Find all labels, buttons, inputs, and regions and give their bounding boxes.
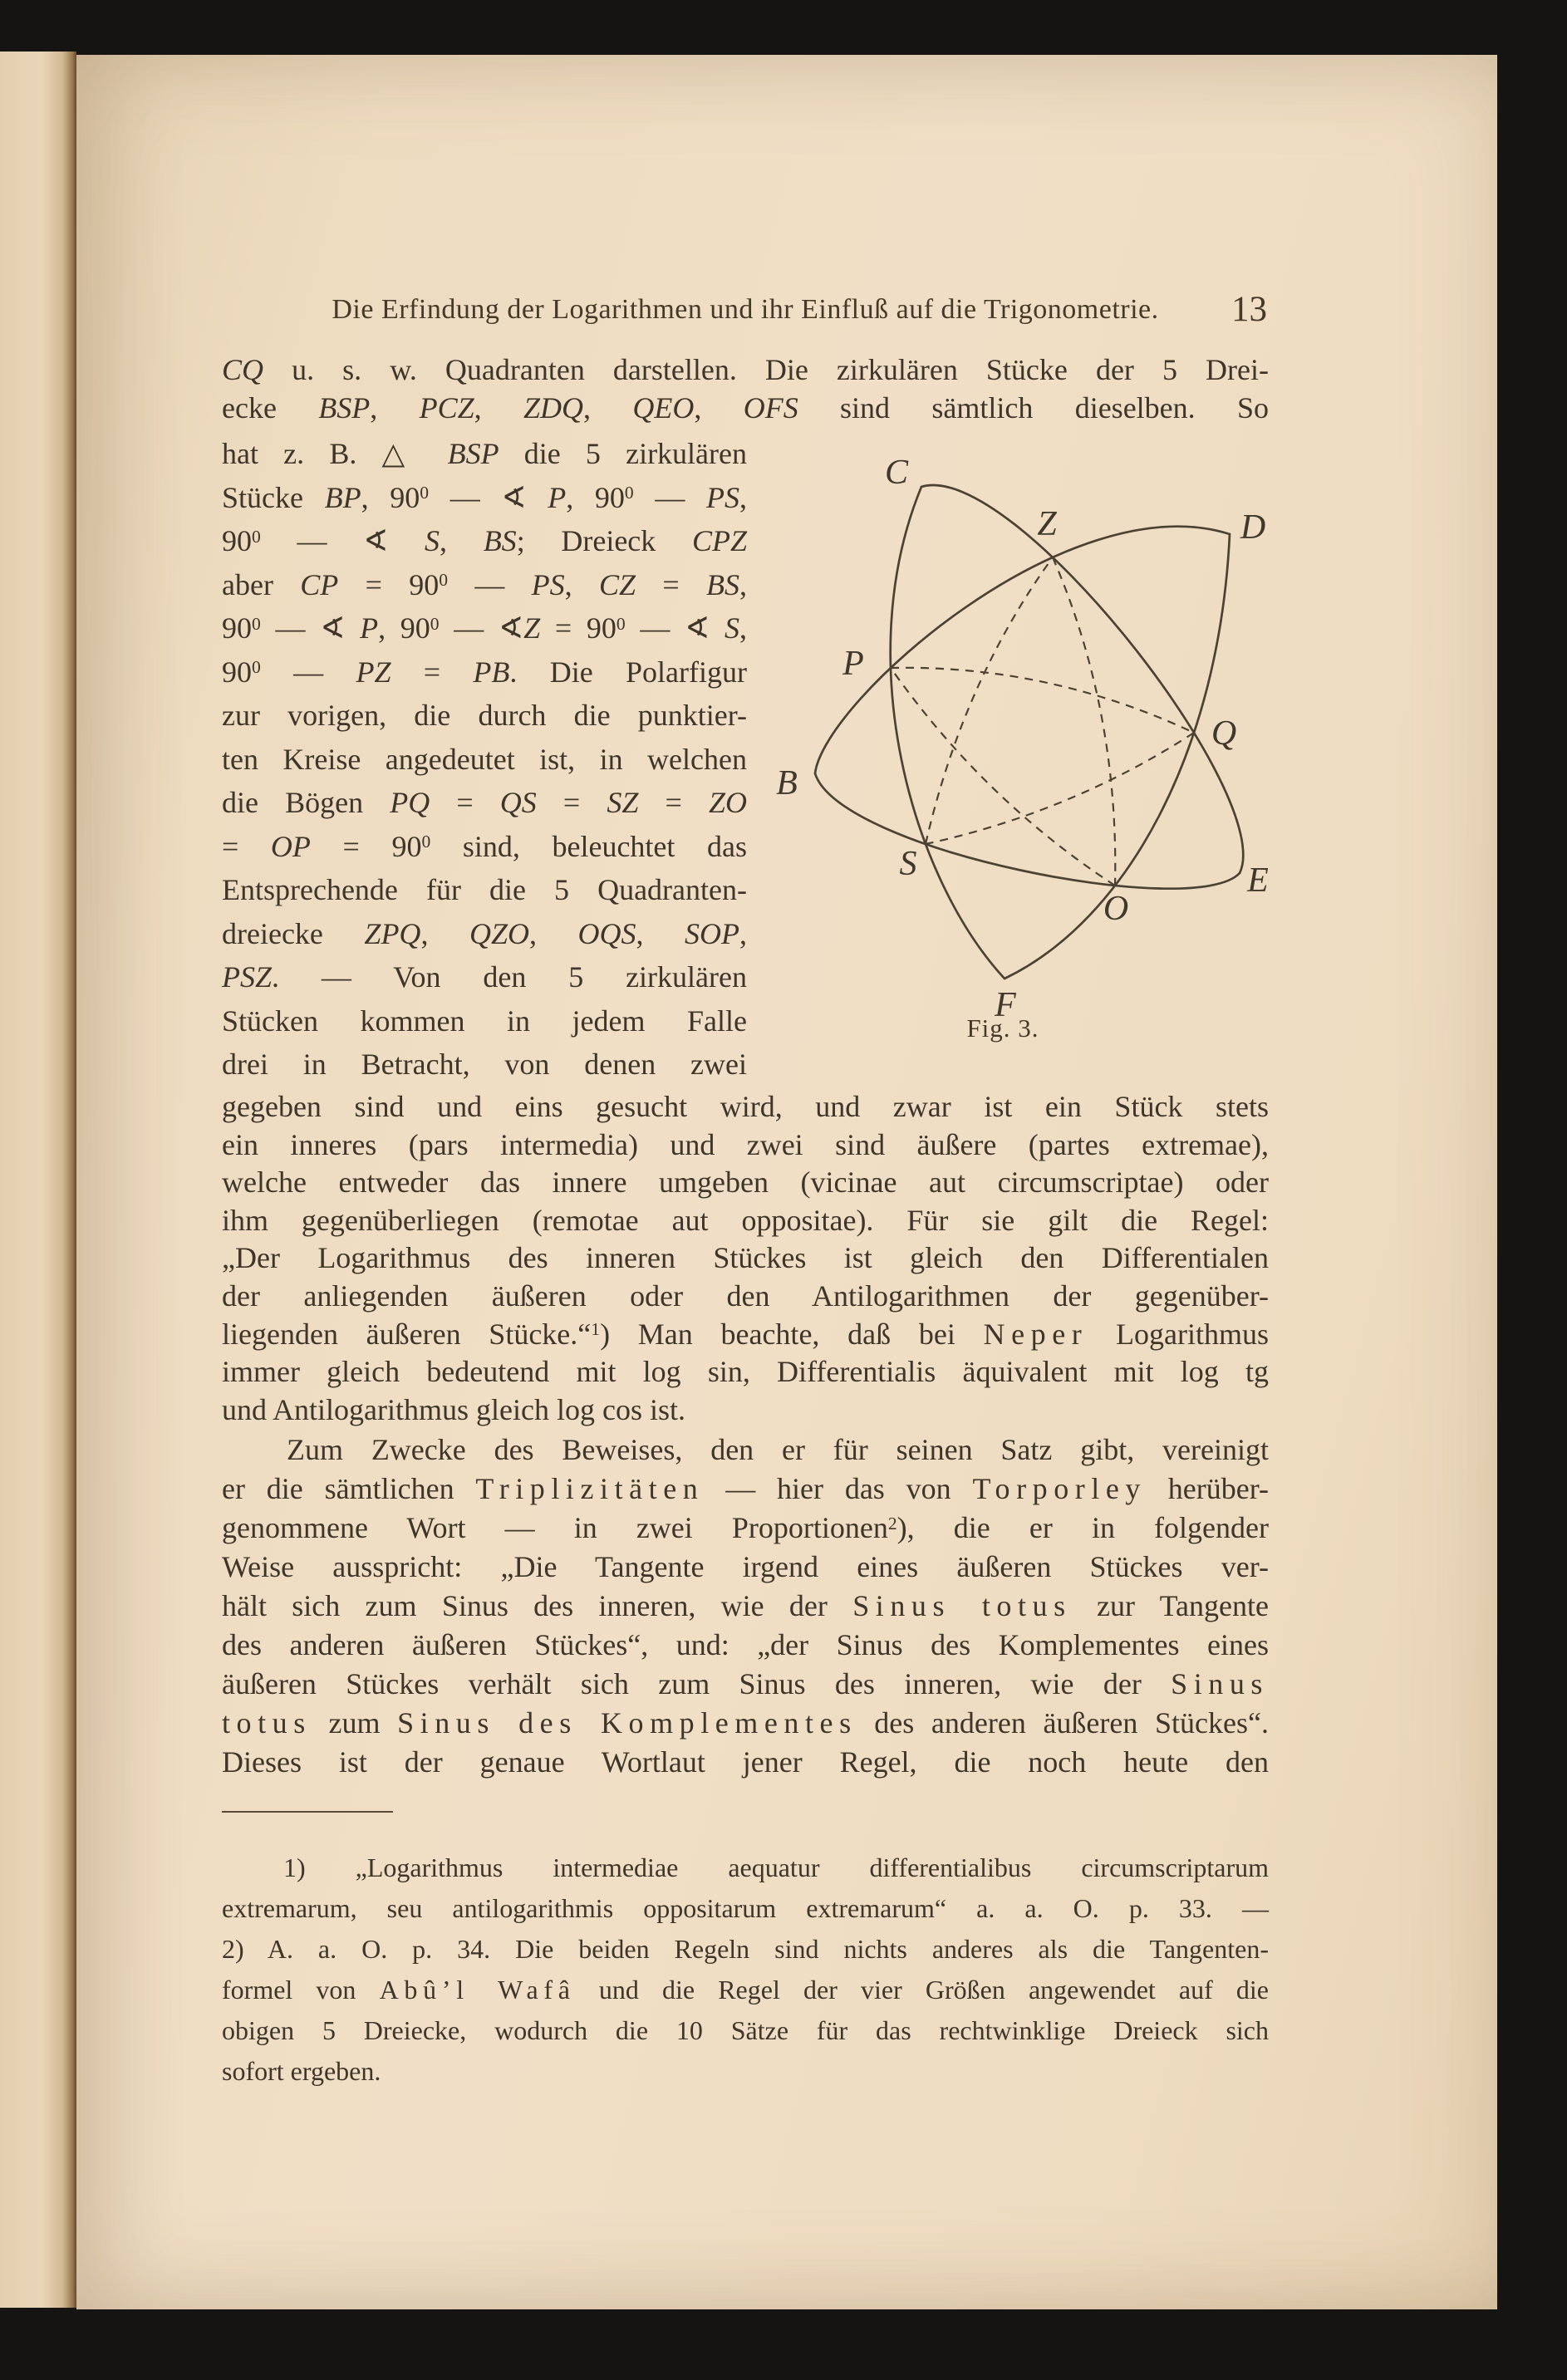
math-variable: CP (300, 567, 339, 601)
math-variable: PB (473, 655, 510, 689)
math-variable: QEO (632, 391, 695, 424)
text-line: welche entweder das innere umgeben (vicinae aut circumscriptae) oder (222, 1165, 1269, 1200)
superscript: 0 (439, 570, 449, 591)
text-line: ein inneres (pars intermedia) und zwei sind äußere (partes extremae), (222, 1127, 1269, 1161)
figure-label-Z: Z (1037, 505, 1057, 543)
math-variable: P (360, 611, 379, 645)
text-line: extremarum, seu antilogarithmis oppositarum extremarum“ a. a. O. p. 33. — (222, 1893, 1269, 1923)
second-paragraph (222, 1430, 1269, 1782)
text-line: ecke BSP, PCZ, ZDQ, QEO, OFS sind sämtlich dieselben. So (222, 391, 1270, 424)
arc-E-O-S-B (815, 773, 1240, 889)
math-variable: PS (531, 567, 565, 601)
figure-label-E: E (1247, 861, 1269, 900)
math-variable: CPZ (691, 524, 747, 557)
arc-C-Z-Q-E (921, 485, 1243, 873)
text-line: gegeben sind und eins gesucht wird, und zwar ist ein Stück stets (222, 1090, 1269, 1123)
text-line: immer gleich bedeutend mit log sin, Differentialis äquivalent mit log tg (222, 1355, 1269, 1389)
text-line: $90^0$ — ∢ S, BS; Dreieck CPZ (222, 524, 747, 557)
math-variable: BS (483, 524, 517, 557)
math-variable: CZ (599, 567, 636, 601)
math-variable: OQS (577, 916, 636, 950)
intro-paragraph (222, 351, 1269, 427)
superscript: 1 (591, 1319, 601, 1340)
text-line: CQ u. s. w. Quadranten darstellen. Die zirkulären Stücke der 5 Drei- (222, 353, 1269, 386)
figure-label-F: F (995, 986, 1016, 1024)
emphasized-text: Abû’l Wafâ (379, 1975, 576, 2005)
text-line: dreiecke ZPQ, QZO, OQS, SOP, (222, 916, 748, 950)
math-variable: PS (706, 480, 740, 514)
superscript: 0 (252, 613, 261, 634)
dashed-arc-Z-O (1053, 557, 1115, 886)
superscript: 0 (430, 613, 440, 634)
dashed-arc-S-Z (926, 557, 1053, 844)
footnote-separator (222, 1811, 393, 1813)
figure-svg (770, 437, 1309, 1052)
figure-label-P: P (842, 645, 864, 683)
text-line: totus zum Sinus des Komplementes des anderen äußeren Stückes“. (222, 1706, 1269, 1740)
dashed-arc-P-Q (891, 668, 1194, 733)
arc-F-S-P-C (891, 487, 1005, 979)
text-line: 2) A. a. O. p. 34. Die beiden Regeln sind nichts anderes als die Tangenten- (222, 1934, 1269, 1964)
superscript: 0 (420, 483, 430, 503)
text-line: $90^0$ — PZ = PB. Die Polarfigur (222, 655, 747, 689)
text-line: PSZ. — Von den 5 zirkulären (222, 960, 747, 994)
math-variable: CQ (222, 353, 264, 386)
figure (770, 437, 1309, 1070)
text-line: formel von Abû’l Wafâ und die Regel der vier Größen angewendet auf die (222, 1975, 1270, 2005)
math-variable: BP (324, 480, 361, 514)
math-variable: SZ (607, 786, 639, 819)
emphasized-text: Sinus (1171, 1667, 1269, 1700)
superscript: 0 (624, 483, 634, 503)
text-line: hat z. B. △ BSP die 5 zirkulären (222, 437, 748, 470)
continuation-paragraph (222, 1088, 1269, 1429)
figure-label-C: C (884, 454, 909, 492)
text-line: sofort ergeben. (222, 2056, 381, 2086)
math-variable: PCZ (419, 391, 474, 424)
math-variable: ZO (708, 786, 747, 819)
text-line: Entsprechende für die 5 Quadranten- (222, 873, 747, 906)
text-line: hält sich zum Sinus des inneren, wie der Sinus totus zur Tangente (222, 1589, 1269, 1622)
math-variable: QZO (469, 916, 529, 950)
text-line: drei in Betracht, von denen zwei (222, 1048, 747, 1081)
superscript: 0 (421, 832, 431, 852)
text-line: genommene Wort — in zwei Proportionen$^2$), die er in folgender (222, 1511, 1269, 1544)
text-line: und Antilogarithmus gleich log cos ist. (222, 1392, 685, 1426)
arc-B-P-Z-D (815, 527, 1230, 773)
emphasized-text: Neper (983, 1317, 1088, 1351)
figure-label-B: B (776, 764, 798, 802)
text-line: = OP = $90^0$ sind, beleuchtet das (222, 829, 747, 863)
column-paragraph (222, 432, 747, 1087)
text-line: Stücken kommen in jedem Falle (222, 1004, 747, 1038)
math-variable: OFS (743, 391, 798, 424)
emphasized-text: Sinus totus (852, 1589, 1072, 1622)
text-line: er die sämtlichen Triplizitäten — hier das von Torporley herüber- (222, 1472, 1270, 1505)
math-variable: PQ (390, 786, 430, 819)
figure-label-Q: Q (1211, 714, 1237, 753)
emphasized-text: totus (222, 1706, 312, 1740)
emphasized-text: Torporley (972, 1472, 1147, 1505)
superscript: 0 (252, 657, 261, 678)
text-line: aber CP = $90^0$ — PS, CZ = BS, (222, 567, 747, 601)
superscript: 0 (252, 526, 261, 547)
math-variable: PZ (356, 655, 391, 689)
book-page (76, 55, 1497, 2309)
math-variable: SOP (685, 916, 740, 950)
figure-label-D: D (1240, 508, 1266, 547)
previous-page-edge (0, 52, 76, 2308)
text-line: der anliegenden äußeren oder den Antilogarithmen der gegenüber- (222, 1278, 1269, 1313)
math-variable: ZPQ (364, 916, 421, 950)
math-variable: S (425, 524, 440, 557)
figure-label-S: S (899, 845, 917, 883)
math-variable: S (725, 611, 739, 645)
text-line: zur vorigen, die durch die punktier- (222, 699, 747, 732)
dashed-arc-O-P (891, 668, 1115, 886)
math-variable: BSP (318, 391, 371, 424)
text-line: obigen 5 Dreiecke, wodurch die 10 Sätze für das rechtwinklige Dreieck sich (222, 2015, 1269, 2045)
text-line: liegenden äußeren Stücke.“$^1$) Man beachte, daß bei Neper Logarithmus (222, 1317, 1269, 1351)
figure-label-O: O (1103, 890, 1129, 928)
superscript: 2 (887, 1513, 897, 1534)
emphasized-text: Triplizitäten (475, 1472, 705, 1505)
math-variable: BS (706, 567, 739, 601)
math-variable: BSP (447, 437, 499, 470)
text-line: die Bögen PQ = QS = SZ = ZO (222, 786, 747, 819)
text-block (222, 55, 1269, 2309)
superscript: 0 (616, 613, 626, 634)
math-variable: Z (523, 611, 541, 645)
math-variable: OP (270, 829, 311, 863)
page-header (222, 290, 1269, 336)
text-line: „Der Logarithmus des inneren Stückes ist gleich den Differentialen (222, 1241, 1269, 1275)
text-line: 1) „Logarithmus intermediae aequatur differentialibus circumscriptarum (283, 1852, 1269, 1882)
footnotes (222, 1848, 1269, 2092)
text-line: Zum Zwecke des Beweises, den er für seinen Satz gibt, vereinigt (287, 1433, 1269, 1466)
math-variable: PSZ (222, 960, 273, 994)
math-variable: ZDQ (523, 391, 584, 424)
text-line: $90^0$ — ∢ P, $90^0$ — ∢Z = $90^0$ — ∢ S, (222, 611, 747, 645)
text-and-figure-region (222, 432, 1269, 1088)
text-line: Weise ausspricht: „Die Tangente irgend eines äußeren Stückes ver- (222, 1550, 1269, 1583)
page-number: 13 (1231, 290, 1267, 329)
text-line: des anderen äußeren Stückes“, und: „der Sinus des Komplementes eines (222, 1628, 1269, 1661)
text-line: ten Kreise angedeutet ist, in welchen (222, 742, 747, 776)
math-variable: P (548, 480, 567, 514)
text-line: Stücke BP, $90^0$ — ∢ P, $90^0$ — PS, (222, 480, 748, 514)
text-line: äußeren Stückes verhält sich zum Sinus des inneren, wie der Sinus (222, 1667, 1269, 1700)
running-title: Die Erfindung der Logarithmen und ihr Einfluß auf die Trigonometrie. (332, 294, 1159, 325)
math-variable: QS (499, 786, 537, 819)
figure-caption: Fig. 3. (966, 1013, 1039, 1043)
text-line: ihm gegenüberliegen (remotae aut oppositae). Für sie gilt die Regel: (222, 1203, 1269, 1237)
text-line: Dieses ist der genaue Wortlaut jener Regel, die noch heute den (222, 1745, 1269, 1779)
emphasized-text: Sinus des Komplementes (397, 1706, 857, 1740)
